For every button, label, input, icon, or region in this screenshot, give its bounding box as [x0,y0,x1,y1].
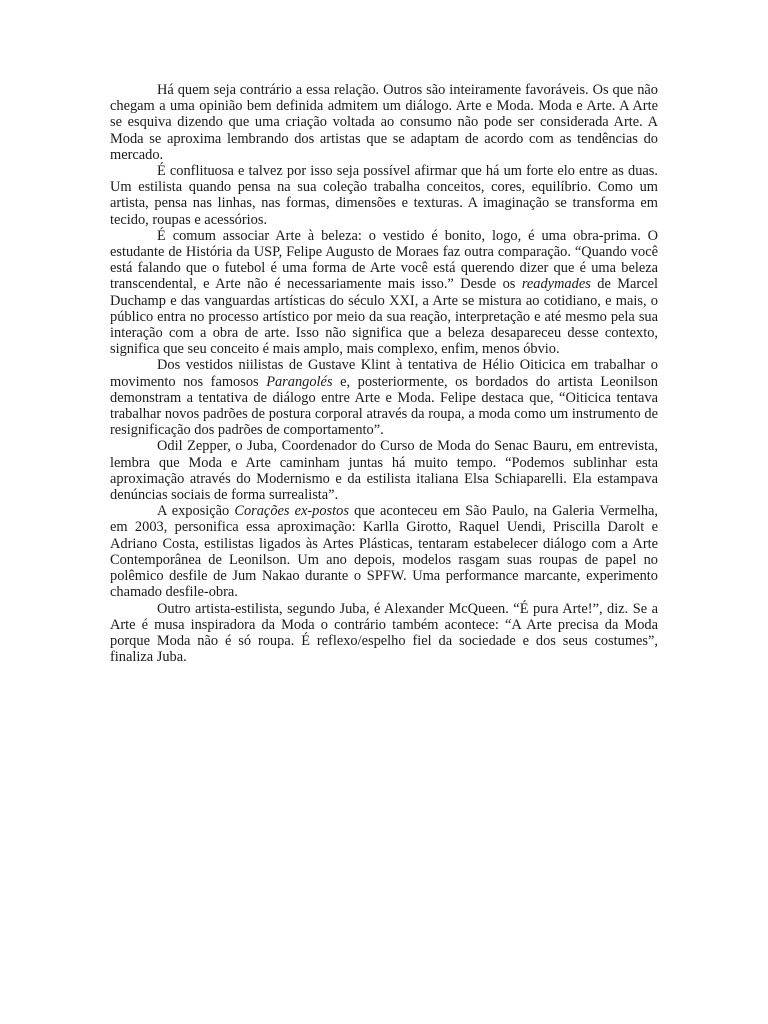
document-body [110,82,658,665]
text-run: É comum associar Arte à beleza: o vestido é bonito, logo, é uma obra-prima. O estudante de História da USP, Felipe Augusto de Moraes faz outra comparação. “Quando você está falando que o futebol é uma forma de Arte você está querendo dizer que é uma beleza transcendental, e Arte não é necessariamente mais isso.” Desde os [110,227,658,293]
text-run: Outro artista-estilista, segundo Juba, é Alexander McQueen. “É pura Arte!”, diz. Se a Arte é musa inspiradora da Moda o contrário também acontece: “A Arte precisa da Moda porque Moda não é só roupa. É reflexo/espelho fiel da sociedade e dos seus costumes”, finaliza Juba. [110,600,658,666]
paragraph-5 [110,438,658,503]
text-run: É conflituosa e talvez por isso seja possível afirmar que há um forte elo entre as duas. Um estilista quando pensa na sua coleção trabalha conceitos, cores, equilíbrio. Como um artista, pensa nas linhas, nas formas, dimensões e texturas. A imaginação se transforma em tecido, roupas e acessórios. [110,163,658,228]
paragraph-1 [110,82,658,163]
text-run: e, posteriormente, os bordados do artista Leonilson demonstram a tentativa de diálogo entre Arte e Moda. Felipe destaca que, “Oiticica tentava trabalhar novos padrões de postura corporal através da roupa, a moda como um instrumento de resignificação dos padrões de comportamento”. [110,373,658,439]
text-run: de Marcel Duchamp e das vanguardas artísticas do século XXI, a Arte se mistura ao cotidiano, e mais, o público entra no processo artístico por meio da sua reação, interpretação e até mesmo pela sua interação com a obra de arte. Isso não significa que a beleza desapareceu desse contexto, significa que seu conceito é mais amplo, mais complexo, enfim, menos óbvio. [110,276,658,358]
paragraph-3 [110,228,658,358]
paragraph-4 [110,357,658,438]
italic-text-run: readymades [521,276,591,293]
paragraph-7 [110,601,658,666]
text-run: Odil Zepper, o Juba, Coordenador do Curso de Moda do Senac Bauru, em entrevista, lembra que Moda e Arte caminham juntas há muito tempo. “Podemos sublinhar esta aproximação através do Modernismo e da estilista italiana Elsa Schiaparelli. Ela estampava denúncias sociais de forma surrealista”. [110,438,658,504]
paragraph-2 [110,163,658,228]
paragraph-6 [110,503,658,600]
text-run: A exposição [157,503,235,520]
italic-text-run: Parangolés [266,373,333,390]
text-run: Há quem seja contrário a essa relação. Outros são inteiramente favoráveis. Os que não chegam a uma opinião bem definida admitem um diálogo. Arte e Moda. Moda e Arte. A Arte se esquiva dizendo que uma criação voltada ao consumo não pode ser considerada Arte. A Moda se aproxima lembrando dos artistas que se adaptam de acordo com as tendências do mercado. [110,82,658,163]
text-run: Dos vestidos niilistas de Gustave Klint à tentativa de Hélio Oiticica em trabalhar o movimento nos famosos [110,357,658,390]
italic-text-run: Corações ex-postos [234,503,349,520]
text-run: que aconteceu em São Paulo, na Galeria Vermelha, em 2003, personifica essa aproximação: Karlla Girotto, Raquel Uendi, Priscilla Darolt e Adriano Costa, estilistas ligados às Artes Plásticas, tentaram estabelecer diálogo com a Arte Contemporânea de Leonilson. Um ano depois, modelos rasgam suas roupas de papel no polêmico desfile de Jum Nakao durante o SPFW. Uma performance marcante, experimento chamado desfile-obra. [110,503,659,601]
